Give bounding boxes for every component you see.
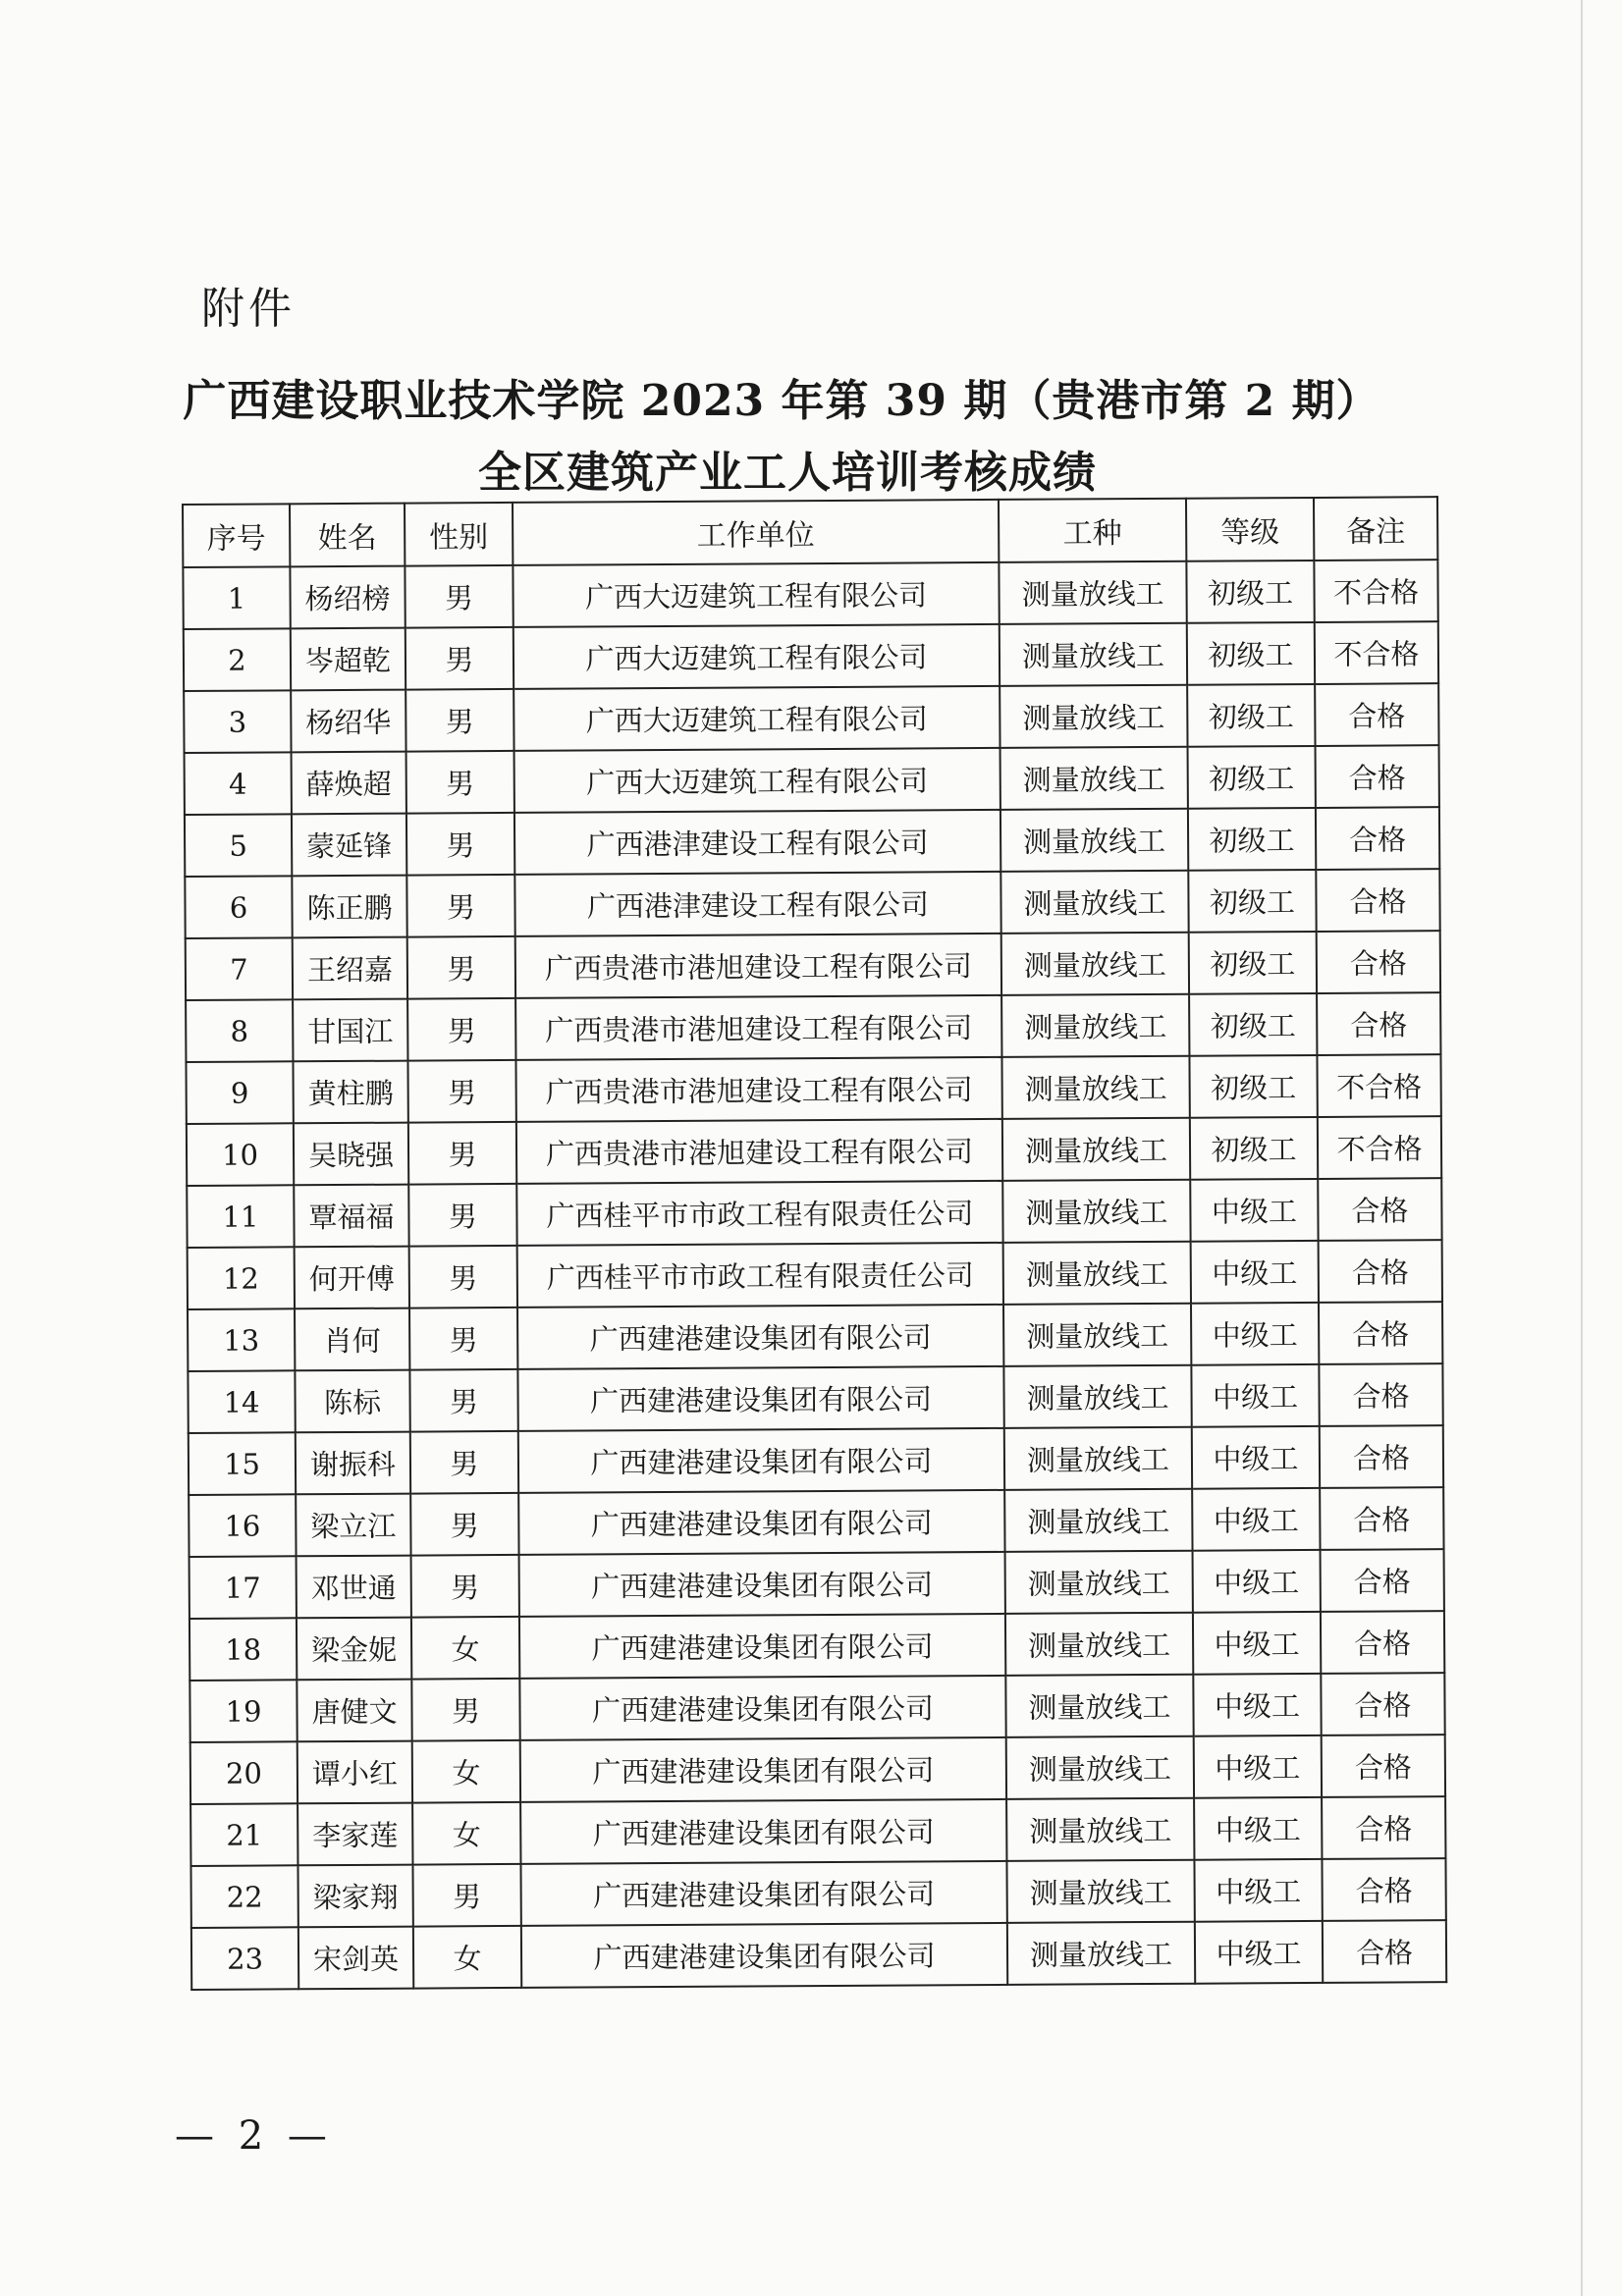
cell-trade: 测量放线工	[1001, 933, 1189, 995]
table-row	[185, 807, 1439, 877]
cell-remarks: 合格	[1322, 1735, 1445, 1797]
cell-trade: 测量放线工	[1000, 871, 1188, 934]
cell-level: 中级工	[1193, 1550, 1321, 1613]
page-number: — 2 —	[175, 2113, 333, 2159]
cell-level: 中级工	[1191, 1303, 1319, 1365]
cell-index: 23	[191, 1927, 298, 1990]
cell-gender: 男	[410, 1431, 518, 1494]
cell-gender: 男	[412, 1864, 520, 1927]
cell-remarks: 合格	[1318, 1178, 1441, 1241]
cell-gender: 男	[408, 1122, 516, 1185]
table-row	[189, 1487, 1443, 1557]
cell-level: 中级工	[1195, 1921, 1323, 1984]
cell-trade: 测量放线工	[1004, 1427, 1192, 1490]
table-row	[189, 1425, 1443, 1495]
cell-index: 17	[189, 1556, 297, 1619]
cell-level: 中级工	[1191, 1241, 1319, 1304]
cell-index: 12	[188, 1247, 295, 1309]
cell-work-unit: 广西建港建设集团有限公司	[517, 1366, 1003, 1431]
table-row	[189, 1549, 1444, 1619]
cell-remarks: 不合格	[1314, 560, 1437, 622]
cell-trade: 测量放线工	[1006, 1736, 1194, 1799]
cell-level: 中级工	[1193, 1612, 1321, 1675]
cell-work-unit: 广西贵港市港旭建设工程有限公司	[515, 1057, 1001, 1122]
table-row	[185, 869, 1439, 938]
cell-remarks: 合格	[1320, 1425, 1443, 1488]
cell-name: 蒙延锋	[292, 814, 406, 877]
cell-gender: 男	[407, 998, 515, 1061]
header-work-unit: 工作单位	[513, 500, 999, 565]
cell-index: 18	[189, 1618, 297, 1681]
table-row	[185, 745, 1439, 815]
table-row	[190, 1796, 1445, 1866]
cell-trade: 测量放线工	[1002, 1180, 1190, 1243]
cell-level: 中级工	[1193, 1674, 1321, 1736]
cell-index: 2	[184, 628, 291, 691]
cell-trade: 测量放线工	[1000, 747, 1188, 810]
cell-work-unit: 广西建港建设集团有限公司	[519, 1614, 1005, 1679]
cell-remarks: 合格	[1323, 1920, 1446, 1983]
cell-index: 13	[188, 1308, 295, 1371]
table-row	[189, 1673, 1444, 1742]
cell-remarks: 合格	[1322, 1858, 1445, 1921]
table-row	[184, 683, 1438, 753]
cell-index: 9	[186, 1061, 293, 1124]
table-row	[190, 1858, 1445, 1928]
cell-remarks: 合格	[1319, 1302, 1442, 1364]
table-row	[184, 621, 1438, 691]
cell-remarks: 不合格	[1318, 1116, 1441, 1179]
cell-name: 杨绍榜	[290, 566, 405, 629]
cell-index: 4	[185, 752, 292, 815]
cell-index: 15	[189, 1432, 296, 1495]
cell-name: 李家莲	[297, 1803, 412, 1866]
cell-work-unit: 广西桂平市市政工程有限责任公司	[516, 1181, 1002, 1246]
cell-name: 梁家翔	[297, 1865, 412, 1928]
cell-trade: 测量放线工	[1005, 1675, 1193, 1737]
cell-trade: 测量放线工	[1000, 809, 1188, 872]
cell-gender: 男	[410, 1493, 518, 1556]
cell-level: 初级工	[1187, 684, 1315, 747]
cell-remarks: 合格	[1319, 1363, 1442, 1426]
cell-index: 11	[187, 1185, 294, 1248]
cell-index: 16	[189, 1494, 296, 1557]
cell-level: 初级工	[1189, 993, 1317, 1056]
cell-name: 陈正鹏	[292, 876, 406, 938]
cell-trade: 测量放线工	[1006, 1798, 1194, 1861]
cell-index: 10	[187, 1123, 294, 1186]
cell-name: 杨绍华	[291, 690, 406, 753]
cell-remarks: 合格	[1315, 683, 1438, 746]
cell-remarks: 合格	[1316, 745, 1439, 808]
cell-gender: 男	[406, 751, 514, 814]
table-row	[183, 560, 1437, 629]
cell-work-unit: 广西建港建设集团有限公司	[519, 1676, 1005, 1740]
cell-name: 梁立江	[296, 1494, 410, 1557]
cell-trade: 测量放线工	[1003, 1304, 1191, 1366]
table-header-row	[183, 497, 1437, 567]
table-row	[187, 1116, 1441, 1186]
cell-level: 中级工	[1194, 1859, 1322, 1922]
cell-gender: 男	[406, 875, 514, 937]
cell-trade: 测量放线工	[1001, 1056, 1189, 1119]
cell-gender: 男	[409, 1369, 517, 1432]
cell-index: 6	[185, 876, 292, 938]
cell-work-unit: 广西建港建设集团有限公司	[517, 1305, 1003, 1369]
cell-gender: 男	[405, 565, 513, 628]
attachment-label: 附件	[201, 284, 296, 334]
table-row	[186, 931, 1440, 1000]
cell-gender: 男	[407, 1060, 515, 1123]
cell-gender: 男	[406, 689, 514, 752]
cell-index: 8	[186, 999, 293, 1062]
table-row	[190, 1735, 1445, 1804]
cell-level: 初级工	[1187, 622, 1315, 685]
cell-name: 宋剑英	[298, 1927, 413, 1990]
cell-level: 初级工	[1188, 746, 1316, 809]
table-row	[186, 992, 1440, 1062]
cell-level: 初级工	[1186, 561, 1314, 623]
cell-work-unit: 广西建港建设集团有限公司	[521, 1923, 1007, 1988]
cell-trade: 测量放线工	[1006, 1860, 1194, 1923]
header-trade: 工种	[999, 499, 1186, 562]
cell-level: 中级工	[1194, 1735, 1322, 1798]
cell-work-unit: 广西港津建设工程有限公司	[514, 872, 1000, 936]
scan-edge-divider	[1581, 0, 1583, 2296]
cell-work-unit: 广西建港建设集团有限公司	[519, 1552, 1005, 1617]
cell-remarks: 不合格	[1317, 1054, 1440, 1117]
cell-name: 谭小红	[297, 1741, 412, 1804]
cell-name: 谢振科	[296, 1432, 410, 1495]
table-row	[188, 1240, 1442, 1309]
cell-remarks: 合格	[1321, 1549, 1444, 1612]
cell-work-unit: 广西贵港市港旭建设工程有限公司	[515, 995, 1001, 1060]
cell-level: 初级工	[1189, 1055, 1317, 1118]
cell-gender: 男	[407, 936, 515, 999]
table-row	[191, 1920, 1446, 1990]
cell-gender: 男	[411, 1555, 519, 1618]
cell-index: 1	[183, 566, 290, 629]
header-remarks: 备注	[1314, 497, 1437, 561]
cell-remarks: 不合格	[1315, 621, 1438, 684]
cell-gender: 女	[411, 1617, 519, 1680]
cell-remarks: 合格	[1317, 931, 1440, 993]
document-title-line-1: 广西建设职业技术学院 2023 年第 39 期（贵港市第 2 期）	[183, 376, 1380, 426]
cell-remarks: 合格	[1321, 1611, 1444, 1674]
cell-name: 何开傅	[295, 1247, 409, 1309]
cell-remarks: 合格	[1322, 1796, 1445, 1859]
header-name: 姓名	[290, 504, 405, 567]
cell-trade: 测量放线工	[1005, 1551, 1193, 1614]
cell-work-unit: 广西贵港市港旭建设工程有限公司	[516, 1119, 1002, 1184]
header-level: 等级	[1186, 498, 1314, 561]
cell-level: 初级工	[1188, 870, 1316, 933]
header-gender: 性别	[405, 503, 513, 566]
cell-index: 20	[190, 1741, 297, 1804]
header-index: 序号	[183, 504, 290, 567]
cell-gender: 男	[409, 1246, 517, 1308]
cell-work-unit: 广西大迈建筑工程有限公司	[513, 562, 999, 627]
cell-name: 薛焕超	[292, 752, 406, 815]
cell-index: 21	[190, 1803, 297, 1866]
cell-trade: 测量放线工	[1003, 1242, 1191, 1305]
table-body	[183, 560, 1446, 1990]
cell-trade: 测量放线工	[1000, 685, 1187, 748]
cell-level: 中级工	[1191, 1364, 1319, 1427]
cell-work-unit: 广西建港建设集团有限公司	[518, 1490, 1004, 1555]
cell-gender: 女	[412, 1740, 520, 1803]
cell-trade: 测量放线工	[1004, 1489, 1192, 1552]
cell-level: 初级工	[1190, 1117, 1318, 1180]
table-row	[187, 1178, 1441, 1248]
cell-name: 肖何	[295, 1308, 409, 1371]
cell-remarks: 合格	[1317, 992, 1440, 1055]
cell-remarks: 合格	[1321, 1673, 1444, 1735]
score-table	[182, 496, 1447, 1991]
cell-gender: 女	[412, 1802, 520, 1865]
cell-index: 22	[190, 1865, 297, 1928]
cell-name: 甘国江	[293, 999, 407, 1062]
cell-remarks: 合格	[1316, 869, 1439, 932]
cell-remarks: 合格	[1320, 1487, 1443, 1550]
cell-gender: 男	[411, 1679, 519, 1741]
cell-name: 陈标	[295, 1370, 409, 1433]
cell-name: 唐健文	[297, 1680, 411, 1742]
cell-name: 岑超乾	[291, 628, 406, 691]
cell-trade: 测量放线工	[1003, 1365, 1191, 1428]
cell-work-unit: 广西大迈建筑工程有限公司	[514, 748, 1000, 813]
cell-trade: 测量放线工	[1001, 994, 1189, 1057]
cell-level: 初级工	[1189, 932, 1317, 994]
cell-index: 5	[185, 814, 292, 877]
cell-name: 黄柱鹏	[293, 1061, 407, 1124]
cell-work-unit: 广西贵港市港旭建设工程有限公司	[515, 934, 1001, 998]
cell-work-unit: 广西大迈建筑工程有限公司	[514, 686, 1000, 751]
cell-work-unit: 广西建港建设集团有限公司	[520, 1799, 1006, 1864]
cell-remarks: 合格	[1316, 807, 1439, 870]
cell-gender: 男	[406, 813, 514, 876]
cell-level: 中级工	[1190, 1179, 1318, 1242]
cell-level: 初级工	[1188, 808, 1316, 871]
document-title-line-2: 全区建筑产业工人培训考核成绩	[478, 448, 1097, 498]
cell-work-unit: 广西建港建设集团有限公司	[520, 1737, 1006, 1802]
cell-gender: 男	[409, 1308, 517, 1370]
cell-gender: 男	[406, 627, 514, 690]
cell-trade: 测量放线工	[1002, 1118, 1190, 1181]
cell-trade: 测量放线工	[999, 561, 1186, 624]
cell-gender: 女	[413, 1926, 521, 1989]
cell-name: 覃福福	[294, 1185, 408, 1248]
cell-work-unit: 广西桂平市市政工程有限责任公司	[517, 1243, 1003, 1308]
table-row	[188, 1302, 1442, 1371]
table-row	[189, 1611, 1444, 1681]
cell-name: 梁金妮	[297, 1618, 411, 1681]
cell-work-unit: 广西建港建设集团有限公司	[520, 1861, 1006, 1926]
cell-level: 中级工	[1192, 1426, 1320, 1489]
cell-level: 中级工	[1192, 1488, 1320, 1551]
cell-gender: 男	[408, 1184, 516, 1247]
cell-name: 吴晓强	[294, 1123, 408, 1186]
cell-name: 王绍嘉	[293, 937, 407, 1000]
cell-index: 14	[188, 1370, 295, 1433]
table-row	[188, 1363, 1442, 1433]
cell-work-unit: 广西大迈建筑工程有限公司	[514, 624, 1000, 689]
cell-trade: 测量放线工	[1007, 1922, 1195, 1985]
cell-work-unit: 广西建港建设集团有限公司	[518, 1428, 1004, 1493]
cell-name: 邓世通	[297, 1556, 411, 1619]
cell-index: 19	[189, 1680, 297, 1742]
cell-index: 3	[184, 690, 291, 753]
cell-remarks: 合格	[1319, 1240, 1442, 1303]
cell-index: 7	[186, 937, 293, 1000]
cell-work-unit: 广西港津建设工程有限公司	[514, 810, 1000, 875]
table-row	[186, 1054, 1440, 1124]
cell-level: 中级工	[1194, 1797, 1322, 1860]
cell-trade: 测量放线工	[1000, 623, 1187, 686]
cell-trade: 测量放线工	[1005, 1613, 1193, 1676]
